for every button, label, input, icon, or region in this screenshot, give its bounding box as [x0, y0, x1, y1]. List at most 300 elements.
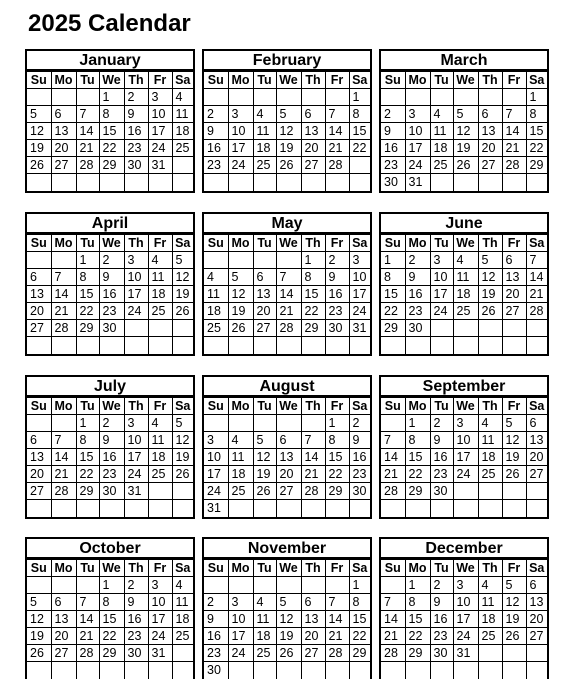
day-cell: 5 — [276, 594, 301, 611]
day-cell: 14 — [502, 123, 526, 140]
day-cell: 23 — [430, 466, 453, 483]
weekday-header: Sa — [172, 235, 193, 252]
day-cell: 12 — [27, 611, 51, 628]
day-cell: 2 — [430, 415, 453, 432]
weekday-header: Th — [478, 235, 502, 252]
day-cell — [453, 174, 478, 191]
day-cell: 3 — [228, 106, 253, 123]
day-cell — [502, 320, 526, 337]
month-table — [381, 397, 547, 517]
day-cell — [172, 645, 193, 662]
weekday-header: Fr — [148, 560, 172, 577]
day-cell: 24 — [430, 303, 453, 320]
weekday-header: Th — [124, 398, 148, 415]
weekday-header: Th — [478, 72, 502, 89]
week-row — [381, 106, 547, 123]
day-cell: 1 — [381, 252, 405, 269]
day-cell: 1 — [99, 89, 124, 106]
weekday-header: Sa — [349, 560, 370, 577]
weekday-header: Sa — [526, 398, 547, 415]
day-cell: 6 — [276, 432, 301, 449]
day-cell: 9 — [430, 594, 453, 611]
day-cell — [76, 662, 99, 679]
day-cell: 8 — [325, 432, 349, 449]
month-table — [381, 234, 547, 354]
week-row — [381, 415, 547, 432]
day-cell: 17 — [228, 628, 253, 645]
weekday-header: Mo — [405, 398, 430, 415]
day-cell: 8 — [76, 269, 99, 286]
day-cell: 14 — [381, 449, 405, 466]
day-cell: 20 — [276, 466, 301, 483]
weekday-header: We — [453, 560, 478, 577]
day-cell: 3 — [124, 252, 148, 269]
day-cell — [276, 415, 301, 432]
day-cell: 24 — [349, 303, 370, 320]
day-cell: 8 — [349, 594, 370, 611]
day-cell: 26 — [502, 466, 526, 483]
day-cell — [478, 89, 502, 106]
weekday-header: Th — [301, 72, 325, 89]
day-cell: 26 — [172, 466, 193, 483]
day-cell — [301, 577, 325, 594]
weekday-header: Su — [204, 398, 228, 415]
day-cell — [453, 662, 478, 679]
weekday-header: Th — [478, 398, 502, 415]
day-cell — [381, 662, 405, 679]
weekday-header: We — [276, 398, 301, 415]
day-cell: 26 — [276, 645, 301, 662]
day-cell — [27, 337, 51, 354]
day-cell: 16 — [204, 628, 228, 645]
month-name: September — [381, 377, 547, 397]
weekday-header: Tu — [430, 398, 453, 415]
day-cell — [228, 89, 253, 106]
day-cell: 23 — [99, 303, 124, 320]
day-cell: 9 — [349, 432, 370, 449]
week-row — [27, 140, 193, 157]
weekday-header: Su — [27, 560, 51, 577]
day-cell: 7 — [381, 594, 405, 611]
day-cell: 29 — [405, 483, 430, 500]
month-name: April — [27, 214, 193, 234]
day-cell — [172, 337, 193, 354]
day-cell — [124, 174, 148, 191]
day-cell: 7 — [325, 106, 349, 123]
day-cell: 5 — [172, 252, 193, 269]
weekday-header: Fr — [148, 72, 172, 89]
day-cell: 7 — [76, 594, 99, 611]
week-row — [381, 157, 547, 174]
day-cell: 21 — [526, 286, 547, 303]
day-cell: 16 — [204, 140, 228, 157]
day-cell: 12 — [253, 449, 276, 466]
day-cell: 12 — [478, 269, 502, 286]
week-row — [27, 483, 193, 500]
day-cell: 24 — [453, 466, 478, 483]
day-cell: 28 — [301, 483, 325, 500]
day-cell: 2 — [124, 89, 148, 106]
week-row — [381, 303, 547, 320]
weekday-header: Tu — [430, 560, 453, 577]
day-cell: 14 — [51, 449, 76, 466]
day-cell: 19 — [276, 140, 301, 157]
weekday-header: Mo — [405, 72, 430, 89]
day-cell — [253, 252, 276, 269]
month-table — [204, 397, 370, 517]
month-name: June — [381, 214, 547, 234]
week-row — [381, 449, 547, 466]
day-cell — [453, 320, 478, 337]
week-row — [381, 337, 547, 354]
week-row — [204, 500, 370, 517]
day-cell: 4 — [228, 432, 253, 449]
day-cell: 13 — [301, 123, 325, 140]
weekday-header: Th — [124, 560, 148, 577]
week-row — [204, 432, 370, 449]
day-cell: 6 — [51, 594, 76, 611]
day-cell: 13 — [51, 611, 76, 628]
day-cell — [301, 89, 325, 106]
week-row — [27, 500, 193, 517]
day-cell: 8 — [99, 106, 124, 123]
day-cell: 7 — [51, 432, 76, 449]
day-cell: 31 — [453, 645, 478, 662]
day-cell: 13 — [526, 594, 547, 611]
day-cell: 15 — [405, 449, 430, 466]
day-cell: 30 — [325, 320, 349, 337]
weekday-header: Su — [381, 398, 405, 415]
day-cell — [276, 174, 301, 191]
day-cell: 5 — [27, 106, 51, 123]
month-table — [204, 234, 370, 354]
day-cell: 23 — [124, 140, 148, 157]
week-row — [204, 611, 370, 628]
day-cell: 27 — [526, 628, 547, 645]
day-cell: 24 — [453, 628, 478, 645]
day-cell — [478, 174, 502, 191]
day-cell: 20 — [301, 628, 325, 645]
day-cell — [253, 337, 276, 354]
day-cell: 17 — [148, 611, 172, 628]
weekday-header: Sa — [172, 560, 193, 577]
week-row — [381, 252, 547, 269]
weekday-header: Th — [124, 235, 148, 252]
day-cell — [253, 415, 276, 432]
day-cell — [276, 252, 301, 269]
week-row — [204, 140, 370, 157]
day-cell: 15 — [99, 123, 124, 140]
day-cell — [253, 500, 276, 517]
day-cell — [99, 337, 124, 354]
day-cell: 6 — [478, 106, 502, 123]
day-cell: 3 — [204, 432, 228, 449]
day-cell — [301, 500, 325, 517]
day-cell — [301, 337, 325, 354]
day-cell: 12 — [276, 123, 301, 140]
day-cell: 16 — [430, 611, 453, 628]
day-cell — [228, 500, 253, 517]
weekday-header: Tu — [253, 560, 276, 577]
weekday-header: Th — [301, 235, 325, 252]
day-cell — [51, 174, 76, 191]
day-cell: 22 — [405, 628, 430, 645]
weekday-header: We — [99, 560, 124, 577]
day-cell — [276, 662, 301, 679]
day-cell: 7 — [502, 106, 526, 123]
week-row — [27, 269, 193, 286]
day-cell: 3 — [148, 577, 172, 594]
day-cell — [301, 662, 325, 679]
day-cell: 14 — [325, 123, 349, 140]
day-cell: 10 — [430, 269, 453, 286]
day-cell — [99, 174, 124, 191]
day-cell — [276, 337, 301, 354]
day-cell — [172, 174, 193, 191]
week-row — [27, 303, 193, 320]
day-cell: 18 — [172, 611, 193, 628]
day-cell — [478, 320, 502, 337]
day-cell: 24 — [228, 645, 253, 662]
day-cell: 16 — [349, 449, 370, 466]
weekday-header: Su — [381, 560, 405, 577]
day-cell — [405, 337, 430, 354]
day-cell: 5 — [276, 106, 301, 123]
day-cell: 3 — [430, 252, 453, 269]
week-row — [204, 303, 370, 320]
week-row — [204, 174, 370, 191]
day-cell: 27 — [51, 645, 76, 662]
day-cell: 2 — [430, 577, 453, 594]
weekday-header: Sa — [172, 398, 193, 415]
day-cell: 12 — [453, 123, 478, 140]
day-cell: 31 — [204, 500, 228, 517]
day-cell: 24 — [228, 157, 253, 174]
week-row — [27, 432, 193, 449]
day-cell: 6 — [27, 269, 51, 286]
day-cell: 6 — [301, 594, 325, 611]
day-cell — [526, 320, 547, 337]
week-row — [204, 662, 370, 679]
day-cell — [301, 415, 325, 432]
day-cell: 3 — [405, 106, 430, 123]
day-cell: 21 — [325, 628, 349, 645]
day-cell — [253, 662, 276, 679]
day-cell: 3 — [453, 415, 478, 432]
day-cell: 23 — [124, 628, 148, 645]
day-cell: 22 — [405, 466, 430, 483]
day-cell: 2 — [124, 577, 148, 594]
day-cell — [430, 89, 453, 106]
day-cell: 6 — [51, 106, 76, 123]
day-cell: 26 — [276, 157, 301, 174]
day-cell: 15 — [349, 611, 370, 628]
day-cell: 6 — [301, 106, 325, 123]
day-cell: 13 — [51, 123, 76, 140]
weekday-header: Fr — [502, 398, 526, 415]
day-cell: 1 — [526, 89, 547, 106]
day-cell: 17 — [204, 466, 228, 483]
day-cell: 6 — [526, 415, 547, 432]
weekday-header: Tu — [430, 72, 453, 89]
day-cell — [276, 577, 301, 594]
weekday-header: Tu — [430, 235, 453, 252]
day-cell — [172, 320, 193, 337]
day-cell — [76, 500, 99, 517]
week-row — [27, 89, 193, 106]
day-cell: 19 — [253, 466, 276, 483]
day-cell: 3 — [349, 252, 370, 269]
day-cell — [51, 577, 76, 594]
month-table — [381, 71, 547, 191]
day-cell — [349, 500, 370, 517]
day-cell: 18 — [148, 449, 172, 466]
day-cell: 2 — [381, 106, 405, 123]
day-cell: 5 — [502, 577, 526, 594]
day-cell: 24 — [148, 628, 172, 645]
weekday-header: Fr — [325, 72, 349, 89]
day-cell: 9 — [99, 432, 124, 449]
day-cell: 20 — [253, 303, 276, 320]
day-cell: 11 — [148, 269, 172, 286]
day-cell: 30 — [204, 662, 228, 679]
weekday-header: We — [276, 235, 301, 252]
day-cell — [325, 500, 349, 517]
day-cell: 25 — [172, 628, 193, 645]
day-cell: 20 — [51, 140, 76, 157]
day-cell: 9 — [405, 269, 430, 286]
week-row — [27, 449, 193, 466]
day-cell: 20 — [301, 140, 325, 157]
weekday-header: Tu — [76, 560, 99, 577]
day-cell: 10 — [228, 123, 253, 140]
day-cell: 30 — [99, 483, 124, 500]
day-cell — [349, 662, 370, 679]
day-cell — [228, 662, 253, 679]
week-row — [204, 337, 370, 354]
day-cell: 23 — [99, 466, 124, 483]
week-row — [381, 594, 547, 611]
day-cell — [27, 415, 51, 432]
week-row — [27, 337, 193, 354]
day-cell: 15 — [381, 286, 405, 303]
day-cell: 30 — [381, 174, 405, 191]
day-cell: 20 — [526, 611, 547, 628]
day-cell: 18 — [253, 628, 276, 645]
day-cell: 8 — [381, 269, 405, 286]
day-cell: 27 — [301, 645, 325, 662]
day-cell: 28 — [381, 483, 405, 500]
day-cell: 11 — [253, 611, 276, 628]
day-cell: 21 — [276, 303, 301, 320]
week-row — [381, 320, 547, 337]
weekday-header: Sa — [349, 398, 370, 415]
weekday-header: Su — [381, 235, 405, 252]
weekday-header: Tu — [76, 398, 99, 415]
week-row — [27, 123, 193, 140]
weekday-header: Mo — [405, 235, 430, 252]
day-cell: 9 — [204, 611, 228, 628]
week-row — [204, 415, 370, 432]
day-cell: 26 — [228, 320, 253, 337]
day-cell: 27 — [253, 320, 276, 337]
day-cell — [76, 577, 99, 594]
day-cell: 6 — [526, 577, 547, 594]
day-cell: 12 — [228, 286, 253, 303]
day-cell: 21 — [325, 140, 349, 157]
day-cell: 23 — [381, 157, 405, 174]
week-row — [27, 611, 193, 628]
day-cell — [27, 174, 51, 191]
day-cell: 13 — [526, 432, 547, 449]
day-cell — [172, 483, 193, 500]
day-cell — [148, 337, 172, 354]
day-cell: 2 — [99, 415, 124, 432]
day-cell: 21 — [76, 140, 99, 157]
week-row — [204, 106, 370, 123]
day-cell: 28 — [325, 645, 349, 662]
day-cell: 31 — [148, 157, 172, 174]
weekday-header: Sa — [526, 560, 547, 577]
month-april — [25, 212, 195, 356]
day-cell — [325, 174, 349, 191]
weekday-header: Fr — [325, 560, 349, 577]
month-name: March — [381, 51, 547, 71]
day-cell — [453, 337, 478, 354]
day-cell — [526, 500, 547, 517]
weekday-header: Th — [301, 560, 325, 577]
day-cell: 18 — [430, 140, 453, 157]
week-row — [204, 157, 370, 174]
day-cell: 31 — [148, 645, 172, 662]
weekday-header: Su — [204, 72, 228, 89]
week-row — [381, 140, 547, 157]
day-cell — [325, 577, 349, 594]
day-cell — [172, 500, 193, 517]
day-cell — [502, 500, 526, 517]
day-cell: 26 — [27, 645, 51, 662]
week-row — [27, 628, 193, 645]
week-row — [381, 628, 547, 645]
day-cell: 30 — [430, 645, 453, 662]
day-cell: 10 — [453, 432, 478, 449]
day-cell — [76, 174, 99, 191]
day-cell — [478, 500, 502, 517]
weekday-header: Fr — [325, 235, 349, 252]
weekday-header: Mo — [228, 560, 253, 577]
weekday-header: Mo — [51, 560, 76, 577]
month-name: February — [204, 51, 370, 71]
day-cell: 5 — [502, 415, 526, 432]
day-cell: 20 — [51, 628, 76, 645]
day-cell: 1 — [325, 415, 349, 432]
day-cell: 15 — [325, 449, 349, 466]
day-cell: 22 — [99, 140, 124, 157]
weekday-header: Su — [204, 235, 228, 252]
day-cell: 26 — [502, 628, 526, 645]
day-cell: 16 — [99, 449, 124, 466]
day-cell: 22 — [76, 466, 99, 483]
day-cell: 19 — [172, 449, 193, 466]
day-cell: 10 — [124, 269, 148, 286]
weekday-header: We — [453, 235, 478, 252]
day-cell: 8 — [405, 594, 430, 611]
month-august — [202, 375, 372, 519]
week-row — [27, 106, 193, 123]
day-cell — [27, 252, 51, 269]
day-cell: 9 — [381, 123, 405, 140]
day-cell — [51, 500, 76, 517]
